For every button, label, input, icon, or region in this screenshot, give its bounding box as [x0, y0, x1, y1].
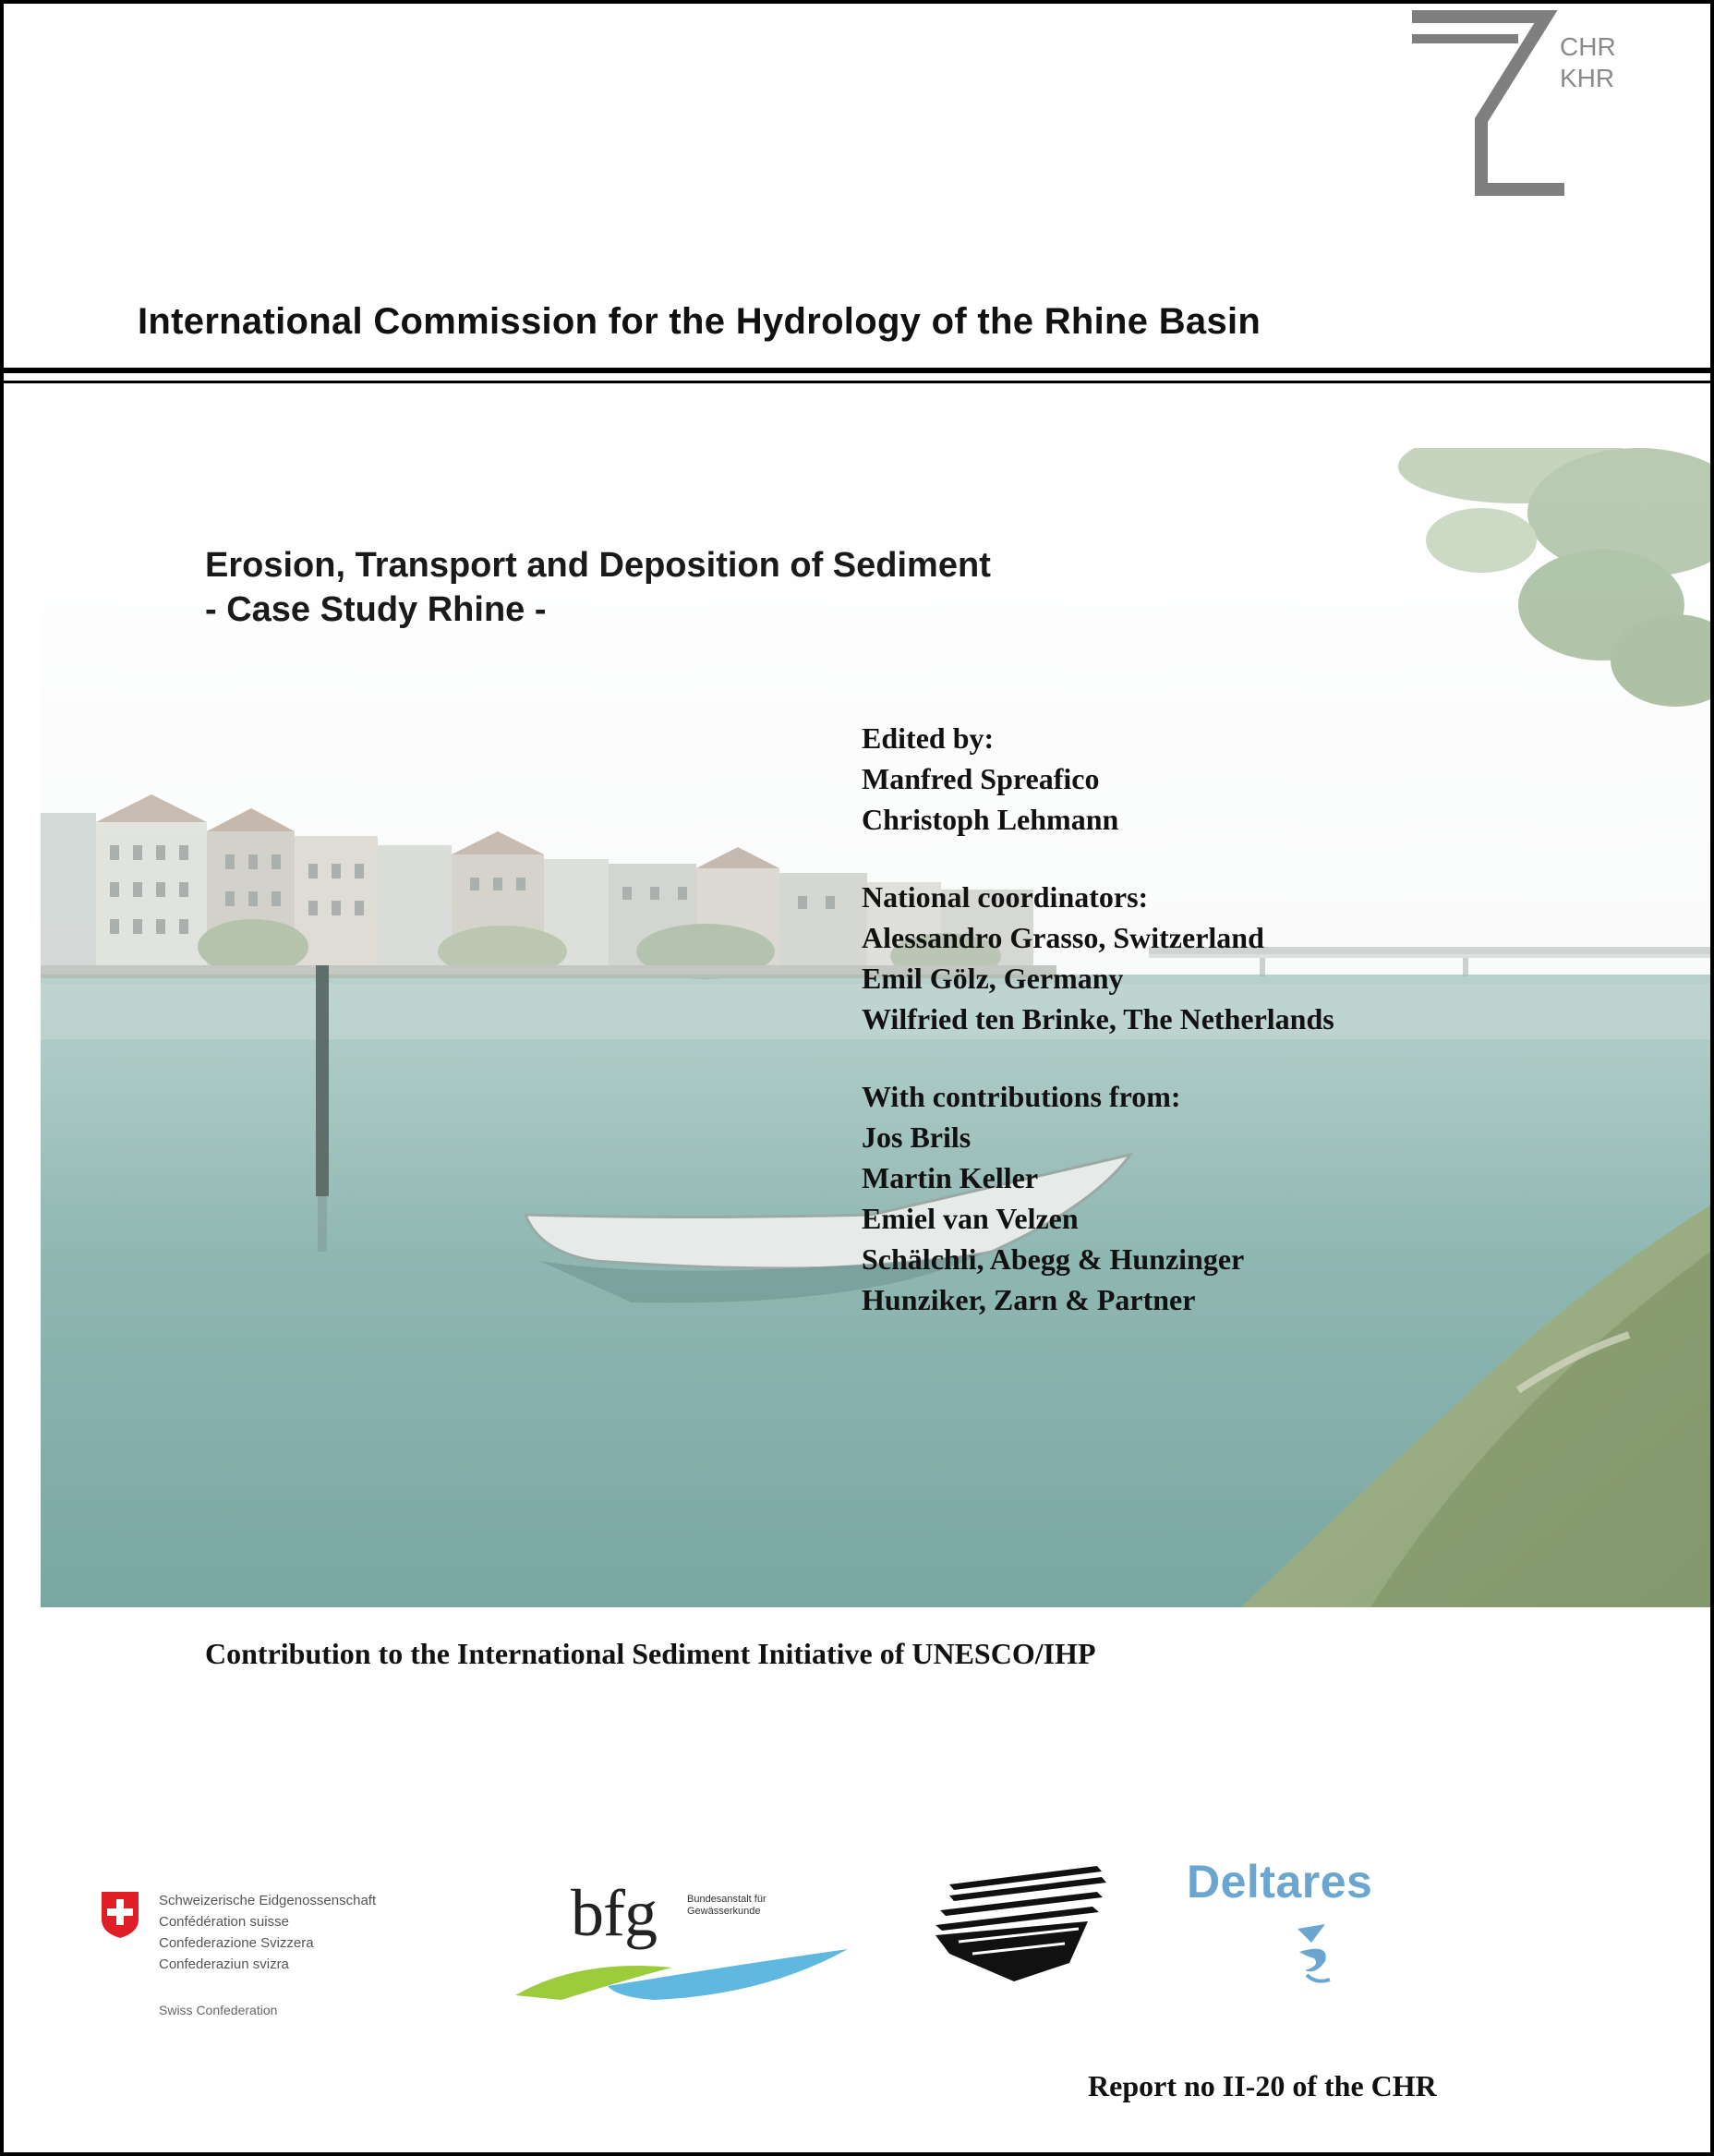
bfg-logo: [506, 1866, 857, 2005]
swiss-name-fr: Confédération suisse: [159, 1914, 289, 1930]
swiss-name-it: Confederazione Svizzera: [159, 1935, 314, 1951]
coordinator-name: Emil Gölz, Germany: [862, 962, 1124, 995]
header-divider: [4, 368, 1710, 373]
deltares-wordmark: Deltares: [1187, 1856, 1373, 1908]
swiss-confederation-logo: [100, 1884, 432, 2023]
swiss-names: [159, 1890, 376, 1975]
credits: [862, 718, 1334, 1320]
report-number: Report no II-20 of the CHR: [1088, 2069, 1437, 2102]
contributor-name: Schälchli, Abegg & Hunzinger: [862, 1242, 1245, 1276]
commission-title: International Commission for the Hydrology of the Rhine Basin: [138, 301, 1261, 342]
contributions-heading: With contributions from:: [862, 1080, 1181, 1113]
editor-name: Manfred Spreafico: [862, 762, 1100, 795]
coordinators-heading: National coordinators:: [862, 880, 1149, 914]
deltares-logo: [1187, 1855, 1408, 1993]
bfg-subtitle: [687, 1894, 766, 1918]
contributor-name: Jos Brils: [862, 1120, 972, 1154]
contributor-name: Martin Keller: [862, 1161, 1039, 1194]
layered-strata-logo-icon: [931, 1866, 1116, 1986]
chr-logo-text: [1560, 31, 1616, 94]
editor-name: Christoph Lehmann: [862, 803, 1119, 836]
bfg-subtitle-line: Bundesanstalt für: [687, 1894, 766, 1905]
contribution-line: Contribution to the International Sediment Initiative of UNESCO/IHP: [205, 1637, 1096, 1670]
title-line-2: - Case Study Rhine -: [205, 590, 547, 629]
contributor-name: Emiel van Velzen: [862, 1202, 1079, 1235]
bfg-subtitle-line: Gewässerkunde: [687, 1906, 761, 1917]
logo-line-khr: KHR: [1560, 64, 1615, 92]
document-title: [205, 543, 991, 632]
edited-by-heading: Edited by:: [862, 721, 995, 755]
coordinator-name: Alessandro Grasso, Switzerland: [862, 921, 1264, 954]
deltares-mark-icon: [1288, 1920, 1344, 1989]
bfg-wave-icon: [506, 1931, 857, 2005]
swiss-name-de: Schweizerische Eidgenossenschaft: [159, 1893, 377, 1908]
header-divider-thin: [4, 381, 1710, 383]
swiss-name-rm: Confederaziun svizra: [159, 1956, 289, 1972]
coordinator-name: Wilfried ten Brinke, The Netherlands: [862, 1002, 1334, 1036]
contributor-name: Hunziker, Zarn & Partner: [862, 1283, 1196, 1316]
swiss-name-en: Swiss Confederation: [159, 2003, 278, 2017]
title-line-1: Erosion, Transport and Deposition of Sediment: [205, 546, 991, 585]
swiss-cross-icon: [100, 1890, 140, 1940]
logo-line-chr: CHR: [1560, 32, 1616, 61]
bfg-wordmark: bfg: [571, 1876, 657, 1950]
header: [4, 4, 1710, 369]
